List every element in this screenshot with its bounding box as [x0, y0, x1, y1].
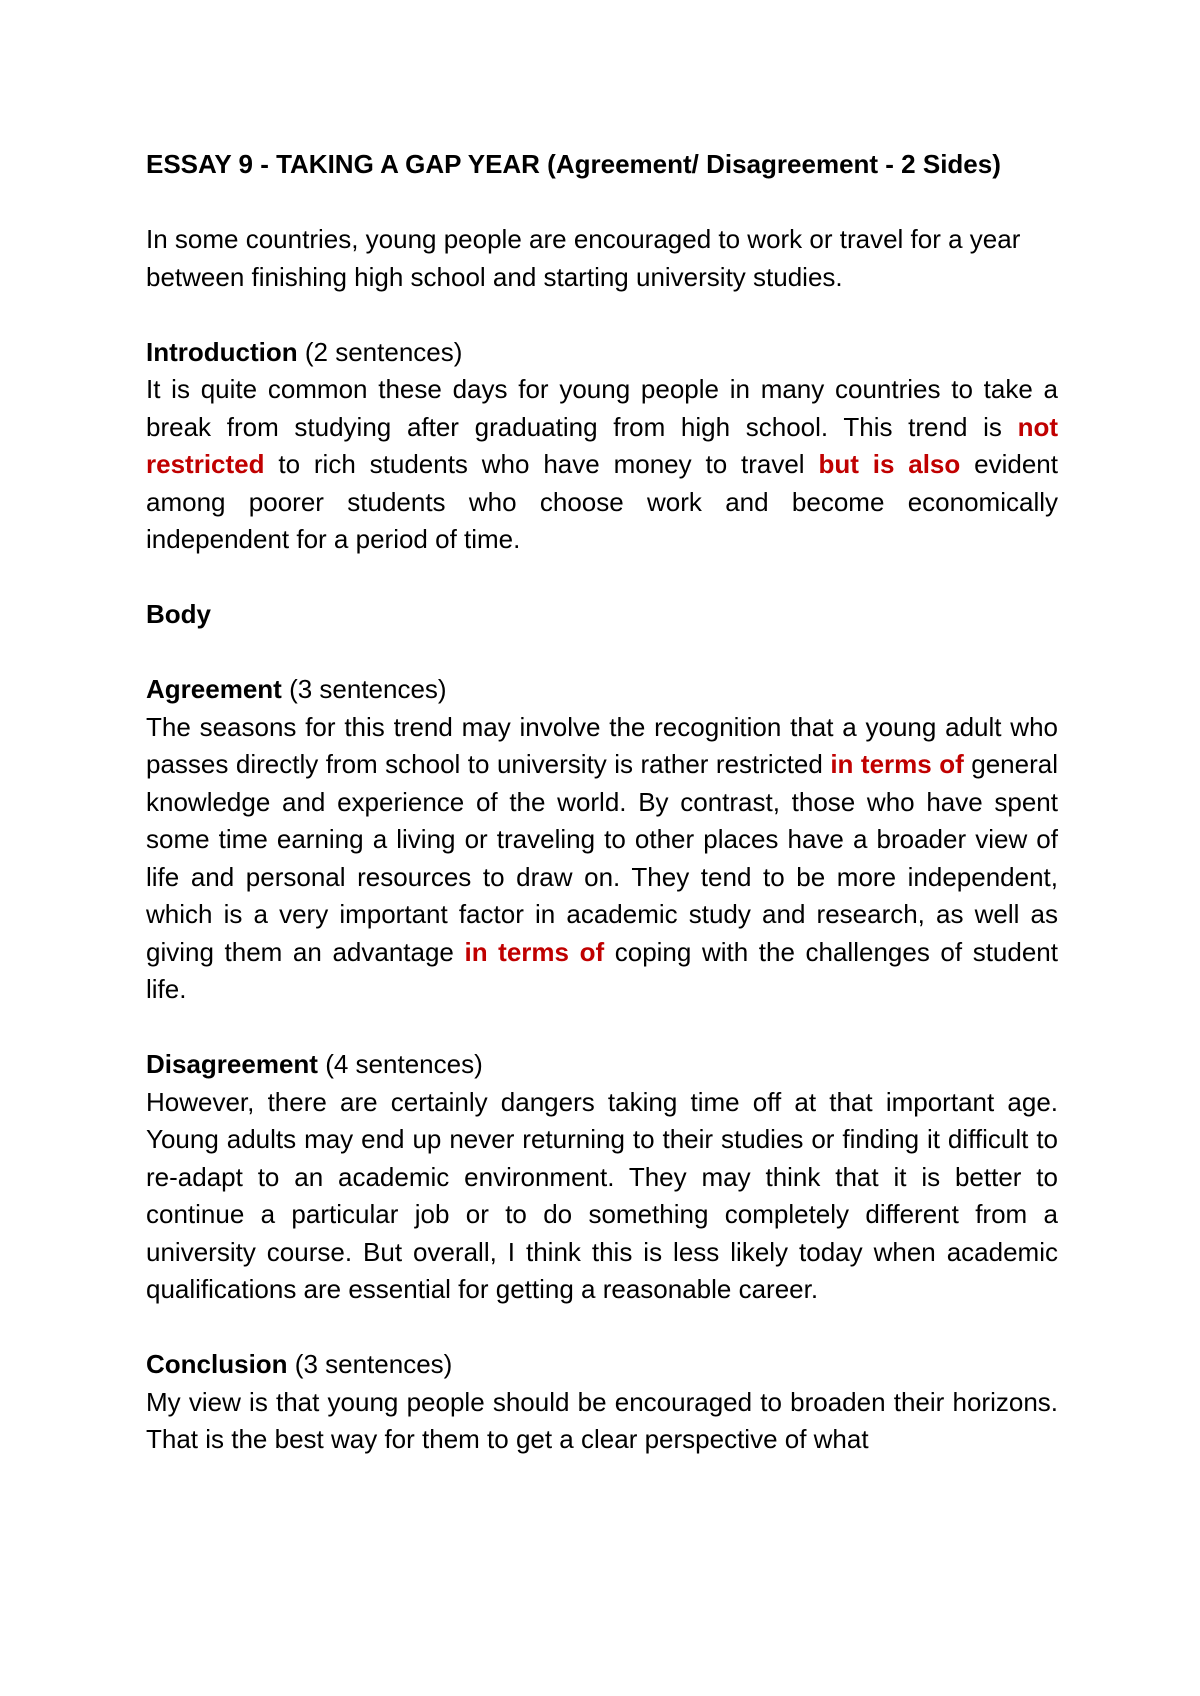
highlight-phrase: in terms of: [464, 936, 605, 967]
agreement-heading: [146, 671, 1058, 709]
introduction-paragraph: [146, 371, 1058, 559]
disagreement-paragraph: However, there are certainly dangers taking time off at that important age. Young adults may end up never returning to their studies or finding it difficult to re-adapt to an academic environment. They may think that it is better to continue a particular job or to do something completely different from a university course. But overall, I think this is less likely today when academic qualifications are essential for getting a reasonable career.: [146, 1086, 1058, 1304]
body-heading: Body: [146, 599, 211, 629]
introduction-heading: [146, 334, 1058, 372]
conclusion-heading: [146, 1346, 1058, 1384]
disagreement-heading: [146, 1046, 1058, 1084]
highlight-phrase: but is also: [818, 449, 961, 479]
essay-title: ESSAY 9 - TAKING A GAP YEAR (Agreement/ Disagreement - 2 Sides): [146, 149, 1001, 179]
agreement-text: The seasons for this trend may involve the recognition that a young adult who passes directly from school to university is rather restricted: [146, 711, 1058, 779]
agreement-heading-label: Agreement: [146, 674, 282, 704]
highlight-phrase: not restricted: [146, 411, 1058, 479]
highlight-phrase: in terms of: [830, 749, 964, 779]
introduction-heading-note: (2 sentences): [304, 336, 463, 367]
conclusion-heading-note: (3 sentences): [294, 1349, 453, 1379]
introduction-text: evident among poorer students who choose work and become economically independent for a period of time.: [146, 449, 1058, 554]
essay-prompt: In some countries, young people are encouraged to work or travel for a year between finishing high school and starting university studies.: [146, 224, 1021, 292]
disagreement-heading-note: (4 sentences): [325, 1049, 483, 1079]
agreement-text: coping with the challenges of student life.: [146, 936, 1058, 1004]
agreement-paragraph: [146, 709, 1058, 1009]
introduction-heading-label: Introduction: [146, 336, 298, 367]
introduction-text: to rich students who have money to travel: [264, 449, 819, 479]
document-page: [146, 146, 1058, 1459]
conclusion-paragraph: My view is that young people should be encouraged to broaden their horizons. That is the best way for them to get a clear perspective of what: [146, 1386, 1058, 1454]
agreement-text: general knowledge and experience of the world. By contrast, those who have spent some time earning a living or traveling to other places have a broader view of life and personal resources to draw on. They tend to be more independent, which is a very important factor in academic study and research, as well as giving them an advantage: [146, 749, 1058, 967]
disagreement-heading-label: Disagreement: [146, 1049, 318, 1079]
introduction-text: It is quite common these days for young people in many countries to take a break from studying after graduating from high school. This trend is: [146, 374, 1058, 442]
agreement-heading-note: (3 sentences): [289, 674, 447, 704]
conclusion-heading-label: Conclusion: [146, 1349, 288, 1379]
